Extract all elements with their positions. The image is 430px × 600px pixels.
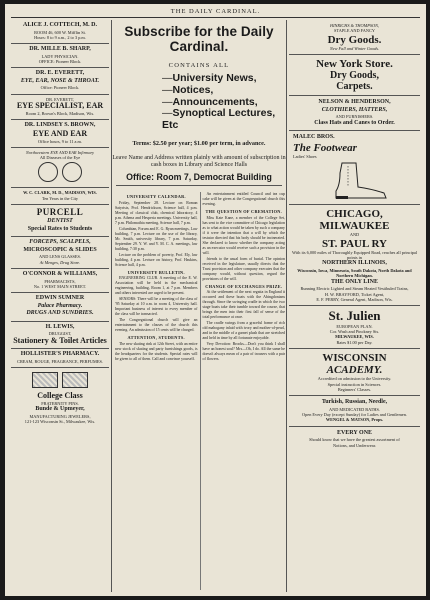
ad-line: Ladies' Shoes xyxy=(293,153,317,159)
ad-sumner xyxy=(11,293,109,322)
news-heading: UNIVERSITY BULLETIN. xyxy=(127,269,185,275)
ad-line: OFFICE: Pioneer Block. xyxy=(38,59,82,65)
ad-title: EYE SPECIALIST, EAR xyxy=(16,101,104,111)
ad-hollister xyxy=(11,349,109,368)
ad-line: Hours: 8 to 9 a.m., 2 to 3 p.m. xyxy=(34,34,86,40)
ad-nelson-henderson xyxy=(289,96,420,131)
boot-icon xyxy=(322,161,392,201)
news-paragraph: Columbian, Forum and E. G. Ryan meetings, Law building, 7 p.m. Lecture on the use of the library, Mr. Smith, university library, 7 p.m. Saturday, September 29. Y. W. and Y. M. C. A. meetings, law building, 7:30 p.m. xyxy=(115,226,198,251)
divider xyxy=(116,185,282,186)
pin-illustration-icon xyxy=(32,372,58,388)
ad-line: DRUGS AND SUNDRIES. xyxy=(26,310,94,317)
ad-title: CHICAGO, xyxy=(326,208,383,221)
ad-title: Turkish, Russian, Needle, xyxy=(321,399,388,406)
ad-line: At Menges, Drug Store. xyxy=(39,259,81,265)
ad-line: FRATERNITY PINS. xyxy=(41,400,79,406)
news-columns xyxy=(115,192,285,590)
ad-title: ALICE J. COTTECH, M. D. xyxy=(22,22,97,28)
seal-icon xyxy=(38,162,58,182)
contains-item: — Notices, xyxy=(162,85,286,97)
ad-northwestern xyxy=(11,148,109,188)
ad-line: Should know that we have the greatest assortment of xyxy=(309,437,400,443)
ad-line: CREAM, ROUGE, FRAGRANCE, PERFUMES. xyxy=(17,358,103,364)
ad-sharp xyxy=(11,44,109,68)
ad-line: LADY PHYSICIAN. xyxy=(41,53,79,59)
ad-line: Ten Years in the City xyxy=(41,195,79,201)
ad-line: ROOM 46, 600 W. Mifflin St. xyxy=(34,29,86,35)
ad-malec-bros xyxy=(289,131,420,205)
news-paragraph: SENIORS: There will be a meeting of the class of '95 Saturday at 10 a.m. in room 4, University hall. Important business of interest to every member of the class will be transacted. xyxy=(115,297,198,316)
ad-linsey-brown xyxy=(11,120,109,148)
ad-title: MALEC BROS. xyxy=(293,134,335,141)
ad-line: AND FURNISHERS. xyxy=(335,114,374,120)
ad-new-york-store xyxy=(289,55,420,96)
ad-title: EVERY ONE xyxy=(336,429,373,436)
ad-line: E. F. PERRY, General Agent, Madison, Wis. xyxy=(316,296,393,302)
ad-line: Northwestern EYE AND EAR Infirmary xyxy=(25,149,95,155)
ad-line: Dry Goods, xyxy=(330,70,379,82)
ad-line: With its 6,000 miles of Thoroughly Equipped Road, reaches all principal points in xyxy=(291,249,418,261)
terms: Terms: $2.50 per year; $1.00 per term, in advance. xyxy=(132,139,266,147)
ad-title: ACADEMY. xyxy=(326,364,383,377)
ad-line: Office hours, 9 to 11 a.m. xyxy=(38,138,82,144)
ad-turkish-baths xyxy=(289,396,420,427)
ad-everett xyxy=(11,68,109,94)
ad-line: Open Every Day (except Sunday) for Ladies and Gentlemen. xyxy=(302,412,407,418)
ad-purcell xyxy=(11,205,109,237)
ad-title: W. C. CLARK, M. D., MADISON, WIS. xyxy=(23,190,97,196)
contains-item: — Synoptical Lectures, Etc xyxy=(162,108,286,132)
ad-line: AND xyxy=(349,232,360,238)
masthead-title: THE DAILY CARDINAL. xyxy=(170,8,261,15)
ad-line: Class Hats and Canes to Order. xyxy=(314,119,395,126)
news-paragraph: ENGINEERING CLUB. A meeting of the E. W. Association will be held in the mechanical engineering, building, Room 1, at 7 p.m. Members and others interested are urged to be present. xyxy=(115,276,198,295)
news-paragraph: Friday, September 28. Lecture on Roman Satyrists, Prof. Hendrickson, Science hall, 4 p.m. Meeting of classical club, chemical laboratory, 4 p.m. Athena and Hesperia meetings. University hall, 7 p.m. Philomathia meeting, Science hall, 7 p.m. xyxy=(115,200,198,225)
ad-title: HOLLISTER'S PHARMACY. xyxy=(20,351,100,358)
ad-microscopic xyxy=(11,237,109,269)
ad-line: STAPLE AND FANCY xyxy=(334,28,375,34)
ad-title: NELSON & HENDERSON, xyxy=(318,99,391,106)
ad-line: Cor. Wash and Pinckney Sts. xyxy=(329,328,380,334)
ad-line: All Diseases of the Eye xyxy=(39,155,81,161)
ad-line: No. 1 WEST MAIN STREET. xyxy=(33,283,87,289)
ad-title: College Class xyxy=(37,391,83,401)
news-paragraph: Very Devotion: Brooks—Don't you think I shall have an honest soul? Mrs—Oh, I do. All the same he doesn't always mean of a pair of trousers with a pair of flowers. xyxy=(202,342,285,361)
ad-title: MICROSCOPIC & SLIDES xyxy=(23,246,97,253)
news-paragraph: At the settlement of the next regatta in England it occurred and these boats with the Abingdonians through. Since the swinging cradle in which the two stage boats take their tumble toward the course, that brings the men into their first fall of sense of the total performance at once. xyxy=(202,290,285,319)
ad-line: New Fall and Winter Goods. xyxy=(329,45,380,51)
ad-hinrichs xyxy=(289,20,420,55)
ad-line: AND LENS GLASSES. xyxy=(39,254,81,260)
ad-st-julien xyxy=(289,306,420,349)
center-column xyxy=(111,20,287,592)
news-paragraph: The new skating rink at 12th Street, with an entire new stock of skating and party furnishings goods, is the headquarters for the students. Special rates will be given to all of them. Call and convince yourself. xyxy=(115,341,198,361)
ad-line: Carpets. xyxy=(336,81,373,93)
ad-title: DR. LINDSEY S. BROWN, xyxy=(24,122,96,129)
ad-line: PHARMACISTS, xyxy=(44,278,76,284)
ad-line: Notions, and Underwear. xyxy=(333,442,376,448)
ad-title: Dry Goods. xyxy=(327,33,382,46)
ad-title: Stationery & Toilet Articles xyxy=(13,335,107,345)
ad-lewis xyxy=(11,322,109,350)
ad-title: O'CONNOR & WILLIAMS, xyxy=(22,271,98,278)
ad-wisconsin-academy xyxy=(289,349,420,396)
ad-title: St. Julien xyxy=(328,308,381,324)
contains-item: — University News, xyxy=(162,73,286,85)
ad-line: FORCEPS, SCALPELS, xyxy=(29,239,91,246)
ad-line: Wisconsin, Iowa, Minnesota, South Dakota, North Dakota and Northern Michigan. xyxy=(297,267,412,279)
ad-line: EYE, EAR, NOSE & THROAT. xyxy=(20,77,100,84)
news-paragraph: Lecture on the problem of poverty, Prof. Ely, law building, 4 p.m. Lecture on history, Prof. Haskins, Science hall, 4 p.m. xyxy=(115,252,198,267)
ad-line: Room 2, Brown's Block, Madison, Wis. xyxy=(25,110,95,116)
ad-title: MILWAUKEE xyxy=(319,220,390,233)
ad-line: Accredited on admission to the University. xyxy=(317,376,392,382)
seal-icon xyxy=(62,162,82,182)
ad-cottech xyxy=(11,20,109,44)
ad-eye-ear xyxy=(11,95,109,121)
left-ad-column xyxy=(11,20,109,592)
ad-title: DR. MILLE B. SHARP, xyxy=(29,46,91,53)
pin-illustration-icon xyxy=(62,372,88,388)
ad-railway xyxy=(289,205,420,306)
news-paragraph: The cradle swings from a graceful frame of rich old mahogany inlaid with ivory and mother-of-pearl, and in the middle of a garnet plush that are stretched and held in time by all fortunate enjoyable. xyxy=(202,321,285,340)
contains-item: — Announcements, xyxy=(162,97,286,109)
ad-title: EDWIN SUMNER xyxy=(35,295,85,302)
right-ad-column xyxy=(289,20,420,592)
ad-title: H. LEWIS, xyxy=(45,323,75,330)
ad-line: Special instruction in Sciences. xyxy=(327,381,382,387)
contains-label: CONTAINS ALL xyxy=(168,62,230,69)
top-rule xyxy=(11,17,420,18)
ad-line: 121-123 Wisconsin St., Milwaukee, Wis. xyxy=(24,419,96,425)
news-paragraph: An entertainment entitled Council and tea cup cake will be given at the Congregational church this evening. xyxy=(202,192,285,206)
ad-line: Rates $1.00 per Day. xyxy=(336,339,373,345)
subscribe-title: Subscribe for the Daily Cardinal. xyxy=(124,24,274,54)
leave-note: Leave Name and Address written plainly with amount of subscription in cash boxes in Library and Science Halls xyxy=(112,154,286,168)
news-paragraph: Miss Kate Kane, a member of the College Set, has sent to the vice committee of Chicago legislation as to what action would be taken by such a company if it were the intention that a will by which the testator directed that his body should be incinerated. She declared to know whether the company acting as an executor would receive such a provision in the will. xyxy=(202,215,285,255)
ad-line: DENTIST xyxy=(47,218,73,225)
ad-title: The Footwear xyxy=(293,141,357,154)
news-paragraph: friends to the usual form of burial. The opinion received in the legislature, usually directs that the Trust provision and other company executes that the company would, without question, regard the provisions of the will. xyxy=(202,256,285,281)
contains-list xyxy=(162,73,286,132)
ad-line: HINRICHS & THOMPSON, xyxy=(329,23,380,28)
ad-title: WISCONSIN xyxy=(322,351,387,364)
ad-title: New York Store. xyxy=(316,58,393,71)
ad-title: ST. PAUL RY xyxy=(322,237,387,250)
news-paragraph: The Congregational church will give an entertainment to the classes of the church this evening. An admission of 15 cents will be charged. xyxy=(115,318,198,332)
ad-line: EUROPEAN PLAN. xyxy=(336,323,373,329)
ad-line: Beginners' Classes. xyxy=(337,386,372,392)
office-address: Office: Room 7, Democrat Building xyxy=(126,172,272,183)
ad-line: Running Electric Lighted and Steam Heated Vestibuled Trains, xyxy=(300,286,409,292)
ad-line: DR. EVERETT, xyxy=(46,96,74,102)
newspaper-page xyxy=(5,4,426,596)
ad-title: DR. E. EVERETT, xyxy=(35,70,85,77)
ad-title: EYE AND EAR xyxy=(32,128,88,138)
ad-line: Palace Pharmacy. xyxy=(37,302,83,309)
ad-line: NORTHERN ILLINOIS, xyxy=(322,260,387,267)
ad-line: DRUGGIST, xyxy=(48,331,72,337)
ad-oconnor xyxy=(11,269,109,293)
news-heading: CHANGE OF EXCHANGES PRIZE. xyxy=(205,283,283,289)
ad-line: WENGEL & MATSON, Props. xyxy=(325,417,384,423)
news-heading: THE QUESTION OF CREMATION. xyxy=(205,209,283,214)
ad-title: PURCELL xyxy=(36,207,84,218)
ad-line: MANUFACTURING JEWELERS, xyxy=(29,413,91,419)
ad-line: Bunde & Upmeyer, xyxy=(35,406,85,413)
ad-line: MILWAUKEE, WIS. xyxy=(335,334,374,340)
news-heading: UNIVERSITY CALENDAR. xyxy=(126,194,186,199)
news-heading: ATTENTION, STUDENTS. xyxy=(127,335,185,340)
masthead xyxy=(5,8,426,15)
ad-every-one xyxy=(289,427,420,451)
ad-line: CLOTHIERS, HATTERS, xyxy=(321,106,388,113)
ad-line: Office: Pioneer Block. xyxy=(40,85,80,91)
ad-bunde xyxy=(11,368,109,427)
ad-line: H. W. BRAYFORD, Ticket Agent, xyxy=(324,291,385,297)
ad-line: AND MEDICATED BATHS. xyxy=(329,406,380,412)
ad-line: THE ONLY LINE xyxy=(331,278,378,285)
ad-line: Special Rates to Students xyxy=(27,225,93,232)
ad-clark xyxy=(11,188,109,205)
